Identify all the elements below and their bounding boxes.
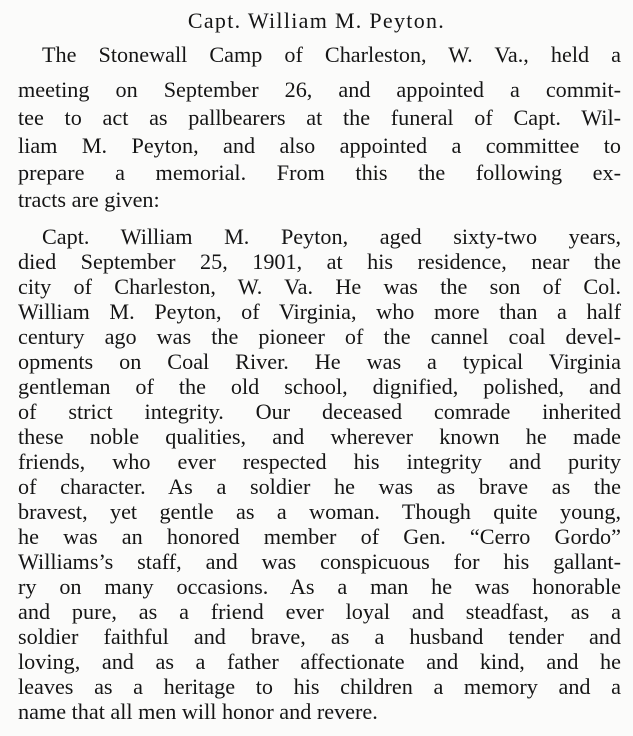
paragraph-2-line-15: ry on many occasions. As a man he was honorable <box>18 574 621 599</box>
paragraph-2-line-2: died September 25, 1901, at his residence, near the <box>18 249 621 274</box>
paragraph-1-line-1: The Stonewall Camp of Charleston, W. Va., held a <box>42 42 621 67</box>
paragraph-2-line-13: he was an honored member of Gen. “Cerro Gordo” <box>18 524 621 549</box>
paragraph-2-line-17: soldier faithful and brave, as a husband tender and <box>18 624 621 649</box>
paragraph-2-line-3: city of Charleston, W. Va. He was the son of Col. <box>18 274 621 299</box>
paragraph-1-line-5: prepare a memorial. From this the following ex- <box>18 160 621 185</box>
paragraph-2-line-7: gentleman of the old school, dignified, polished, and <box>18 374 621 399</box>
paragraph-1-line-4: liam M. Peyton, and also appointed a committee to <box>18 133 621 158</box>
paragraph-2-line-8: of strict integrity. Our deceased comrade inherited <box>18 399 621 424</box>
paragraph-2-line-4: William M. Peyton, of Virginia, who more than a half <box>18 299 621 324</box>
paragraph-2-line-18: loving, and as a father affectionate and kind, and he <box>18 649 621 674</box>
paragraph-2-line-11: of character. As a soldier he was as brave as the <box>18 474 621 499</box>
paragraph-2-line-14: Williams’s staff, and was conspicuous for his gallant- <box>18 549 621 574</box>
paragraph-2-line-19: leaves as a heritage to his children a memory and a <box>18 674 621 699</box>
paragraph-1-line-6: tracts are given: <box>18 187 160 212</box>
paragraph-2-line-10: friends, who ever respected his integrity and purity <box>18 449 621 474</box>
paragraph-1-line-2: meeting on September 26, and appointed a commit- <box>18 77 621 102</box>
paragraph-1-line-3: tee to act as pallbearers at the funeral of Capt. Wil- <box>18 105 621 130</box>
paragraph-2-line-20: name that all men will honor and revere. <box>18 699 378 724</box>
paragraph-2-line-12: bravest, yet gentle as a woman. Though quite young, <box>18 499 621 524</box>
paragraph-2-line-9: these noble qualities, and wherever known he made <box>18 424 621 449</box>
paragraph-2-line-1: Capt. William M. Peyton, aged sixty-two years, <box>42 224 621 249</box>
paragraph-2-line-6: opments on Coal River. He was a typical Virginia <box>18 349 621 374</box>
article-title: Capt. William M. Peyton. <box>187 8 446 33</box>
paragraph-2-line-16: and pure, as a friend ever loyal and steadfast, as a <box>18 599 621 624</box>
paragraph-2-line-5: century ago was the pioneer of the cannel coal devel- <box>18 324 621 349</box>
